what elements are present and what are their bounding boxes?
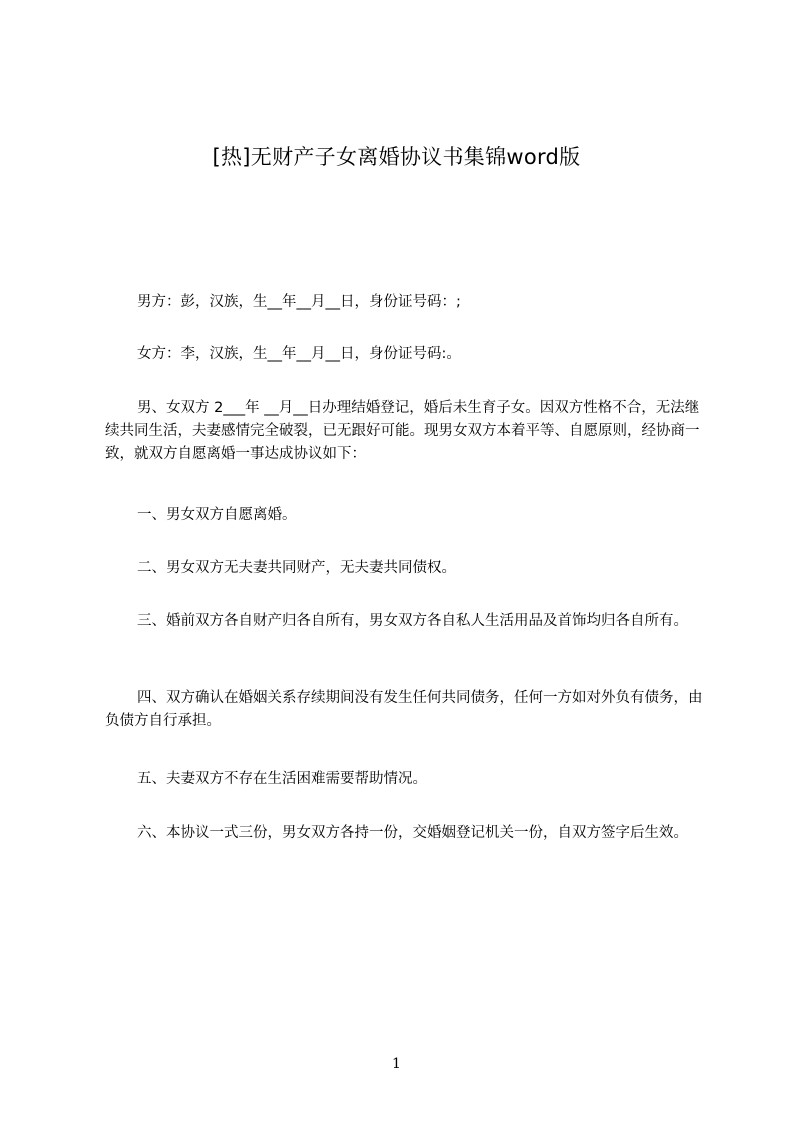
page-number: 1 [392, 1056, 401, 1072]
clause-5: 五、夫妻双方不存在生活困难需要帮助情况。 [137, 771, 427, 787]
paragraph-female-party: 女方：李，汉族，生__年__月__日，身份证号码:。 [137, 346, 461, 362]
paragraph-male-party: 男方：彭，汉族，生__年__月__日，身份证号码：; [137, 294, 461, 310]
clause-6: 六、本协议一式三份，男女双方各持一份，交婚姻登记机关一份，自双方签字后生效。 [137, 825, 688, 841]
clause-3: 三、婚前双方各自财产归各自所有，男女双方各自私人生活用品及首饰均归各自所有。 [137, 613, 688, 629]
clause-2: 二、男女双方无夫妻共同财产，无夫妻共同债权。 [137, 560, 456, 576]
clause-4: 四、双方确认在婚姻关系存续期间没有发生任何共同债务，任何一方如对外负有债务，由负债方自行承担。 [105, 690, 703, 729]
document-title: [热]无财产子女离婚协议书集锦word版 [212, 145, 581, 169]
paragraph-intro: 男、女双方 2___年 __月__日办理结婚登记，婚后未生育子女。因双方性格不合，无法继续共同生活，夫妻感情完全破裂，已无跟好可能。现男女双方本着平等、自愿原则，经协商一致，就双方自愿离婚一事达成协议如下： [105, 400, 700, 462]
clause-1: 一、男女双方自愿离婚。 [137, 507, 297, 523]
